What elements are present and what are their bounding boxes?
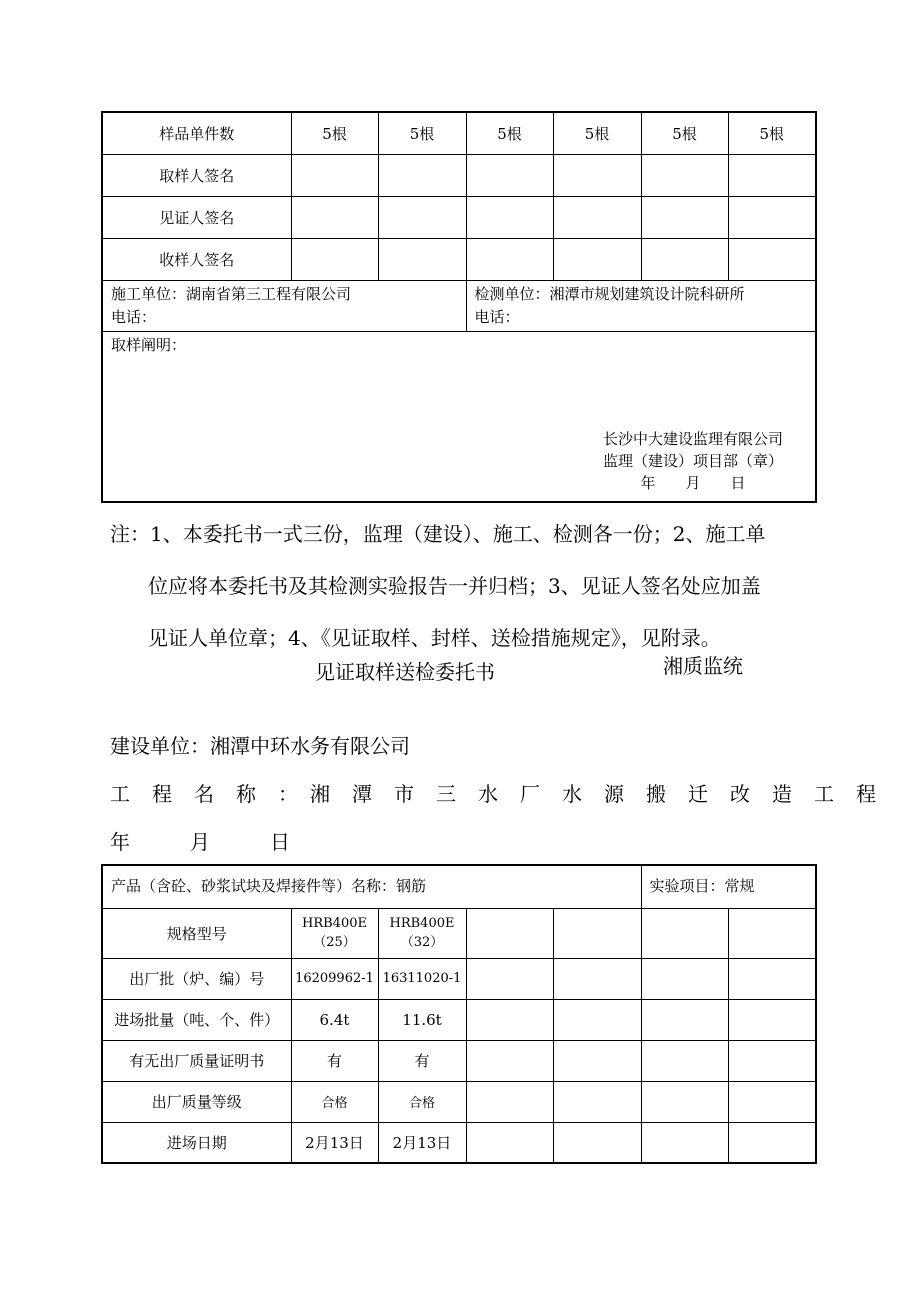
sign-cell[interactable] [728, 154, 816, 196]
empty-cell[interactable] [728, 1122, 816, 1163]
empty-cell[interactable] [728, 999, 816, 1040]
project-name: 工 程 名 称 ： 湘 潭 市 三 水 厂 水 源 搬 迁 改 造 工 程 [110, 782, 877, 806]
notes-block [110, 508, 820, 664]
sampler-sign-row [102, 154, 816, 196]
testing-phone: 电话： [474, 307, 520, 326]
sign-cell[interactable] [641, 238, 728, 280]
empty-cell[interactable] [466, 908, 553, 958]
quantity-row [102, 999, 816, 1040]
empty-cell[interactable] [728, 958, 816, 999]
spec-value: HRB400E [302, 916, 367, 931]
empty-cell[interactable] [728, 1081, 816, 1122]
sign-cell[interactable] [641, 196, 728, 238]
empty-cell[interactable] [466, 1040, 553, 1081]
row-label: 有无出厂质量证明书 [102, 1040, 291, 1081]
empty-cell[interactable] [553, 908, 641, 958]
sign-cell[interactable] [553, 238, 641, 280]
testing-unit-cell [466, 280, 816, 331]
row-label: 出厂批（炉、编）号 [102, 958, 291, 999]
receiver-sign-row [102, 238, 816, 280]
sample-count-cell[interactable]: 5根 [641, 112, 728, 154]
quantity-value[interactable]: 6.4t [291, 999, 378, 1040]
entry-date-row [102, 1122, 816, 1163]
sign-cell[interactable] [466, 238, 553, 280]
witness-sign-row [102, 196, 816, 238]
sampling-statement-cell[interactable] [102, 331, 816, 502]
sign-cell[interactable] [641, 154, 728, 196]
batch-value[interactable]: 16209962-1 [291, 958, 378, 999]
row-label: 出厂质量等级 [102, 1081, 291, 1122]
sample-table [101, 111, 817, 503]
empty-cell[interactable] [466, 1081, 553, 1122]
supervisor-signature-block [603, 428, 783, 494]
batch-row [102, 958, 816, 999]
batch-value[interactable]: 16311020-1 [378, 958, 466, 999]
sample-count-cell[interactable]: 5根 [378, 112, 466, 154]
empty-cell[interactable] [466, 1122, 553, 1163]
form-code: 湘质监统 [663, 654, 743, 678]
entry-date-value[interactable]: 2月13日 [291, 1122, 378, 1163]
sample-count-row [102, 112, 816, 154]
sign-cell[interactable] [466, 196, 553, 238]
grade-row [102, 1081, 816, 1122]
supervisor-company: 长沙中大建设监理有限公司 [602, 429, 783, 448]
empty-cell[interactable] [553, 999, 641, 1040]
row-label: 规格型号 [102, 908, 291, 958]
units-row [102, 280, 816, 331]
signature-date: 年 月 日 [640, 473, 746, 492]
empty-cell[interactable] [641, 1122, 728, 1163]
row-label: 进场日期 [102, 1122, 291, 1163]
row-label: 进场批量（吨、个、件） [102, 999, 291, 1040]
sample-count-cell[interactable]: 5根 [728, 112, 816, 154]
sample-count-cell[interactable]: 5根 [553, 112, 641, 154]
build-unit: 建设单位：湘潭中环水务有限公司 [110, 734, 410, 758]
sample-count-cell[interactable]: 5根 [466, 112, 553, 154]
empty-cell[interactable] [728, 1040, 816, 1081]
empty-cell[interactable] [553, 1081, 641, 1122]
spec-cell[interactable] [291, 908, 378, 958]
empty-cell[interactable] [641, 1081, 728, 1122]
certificate-value[interactable]: 有 [291, 1040, 378, 1081]
note-line: 注：1、本委托书一式三份，监理（建设）、施工、检测各一份；2、施工单 [110, 522, 766, 546]
grade-value[interactable]: 合格 [291, 1081, 378, 1122]
grade-value[interactable]: 合格 [378, 1081, 466, 1122]
test-item: 实验项目：常规 [641, 865, 816, 908]
statement-row [102, 331, 816, 502]
sign-cell[interactable] [378, 238, 466, 280]
construction-unit-cell [102, 280, 466, 331]
empty-cell[interactable] [553, 1122, 641, 1163]
empty-cell[interactable] [553, 1040, 641, 1081]
form-date: 年 月 日 [110, 830, 290, 854]
sign-cell[interactable] [378, 196, 466, 238]
empty-cell[interactable] [466, 958, 553, 999]
sign-cell[interactable] [728, 196, 816, 238]
sampler-sign-label: 取样人签名 [102, 154, 291, 196]
sample-count-cell[interactable]: 5根 [291, 112, 378, 154]
note-line: 位应将本委托书及其检测实验报告一并归档；3、见证人签名处应加盖 [148, 574, 761, 598]
certificate-value[interactable]: 有 [378, 1040, 466, 1081]
empty-cell[interactable] [641, 1040, 728, 1081]
sign-cell[interactable] [291, 196, 378, 238]
sign-cell[interactable] [728, 238, 816, 280]
construction-phone: 电话： [111, 307, 157, 326]
spec-cell[interactable] [378, 908, 466, 958]
sign-cell[interactable] [553, 154, 641, 196]
sign-cell[interactable] [553, 196, 641, 238]
empty-cell[interactable] [553, 958, 641, 999]
sign-cell[interactable] [291, 238, 378, 280]
quantity-value[interactable]: 11.6t [378, 999, 466, 1040]
note-line: 见证人单位章；4、《见证取样、封样、送检措施规定》，见附录。 [148, 626, 721, 650]
receiver-sign-label: 收样人签名 [102, 238, 291, 280]
sign-cell[interactable] [378, 154, 466, 196]
empty-cell[interactable] [466, 999, 553, 1040]
entry-date-value[interactable]: 2月13日 [378, 1122, 466, 1163]
empty-cell[interactable] [641, 999, 728, 1040]
spec-value: HRB400E [389, 916, 455, 931]
sampling-statement-label: 取样阐明： [111, 335, 187, 354]
empty-cell[interactable] [641, 908, 728, 958]
sample-count-label: 样品单件数 [102, 112, 291, 154]
sign-cell[interactable] [466, 154, 553, 196]
certificate-row [102, 1040, 816, 1081]
sign-cell[interactable] [291, 154, 378, 196]
testing-unit: 检测单位：湘潭市规划建筑设计院科研所 [474, 284, 745, 303]
construction-unit: 施工单位：湖南省第三工程有限公司 [111, 284, 352, 303]
product-row [102, 865, 816, 908]
product-table [101, 864, 817, 1164]
spec-row [102, 908, 816, 958]
spec-value-size: （32） [400, 935, 444, 950]
empty-cell[interactable] [728, 908, 816, 958]
spec-value-size: （25） [313, 935, 356, 950]
witness-sign-label: 见证人签名 [102, 196, 291, 238]
supervisor-dept: 监理（建设）项目部（章） [602, 451, 783, 470]
form-title: 见证取样送检委托书 [315, 660, 495, 684]
empty-cell[interactable] [641, 958, 728, 999]
product-name: 产品（含砼、砂浆试块及焊接件等）名称：钢筋 [102, 865, 641, 908]
